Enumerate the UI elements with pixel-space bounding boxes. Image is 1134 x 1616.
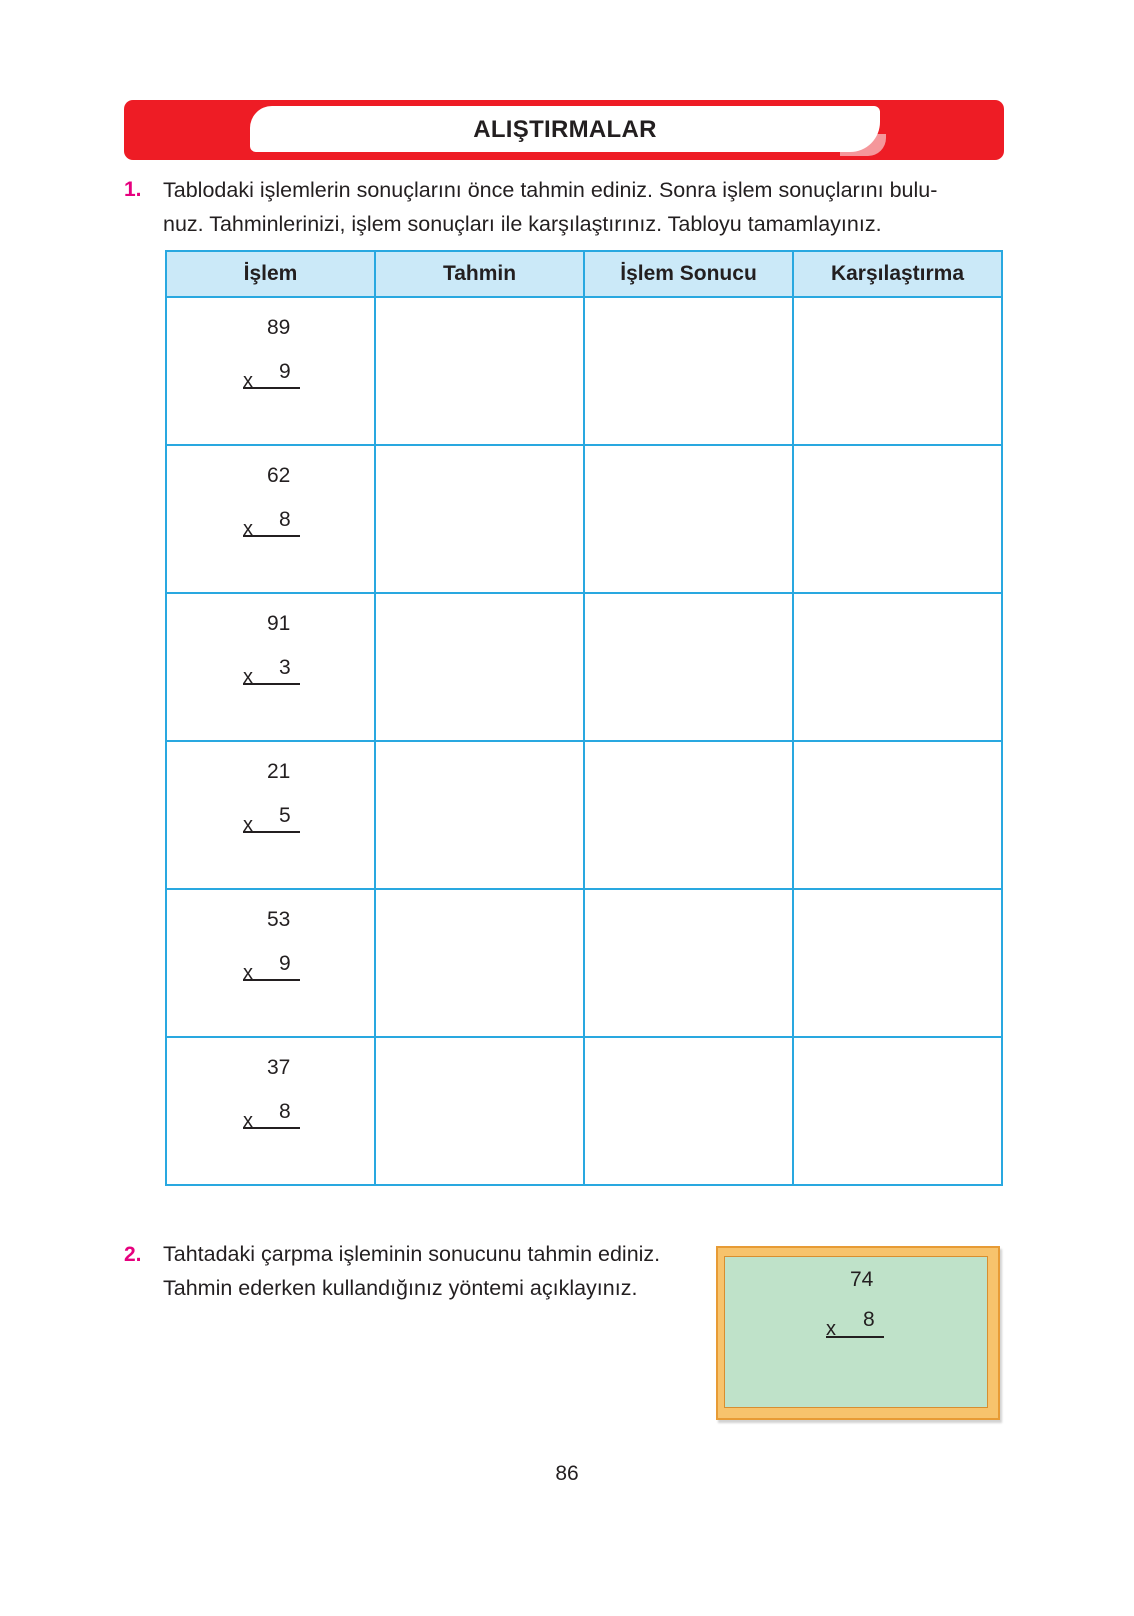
multiply-sign: x [243,666,253,688]
board-result-line [826,1336,884,1338]
operation-cell [166,445,375,593]
table-row [166,741,1002,889]
estimate-cell[interactable] [375,889,584,1037]
multiplier: 9 [279,952,291,975]
multiplicand: 89 [267,316,291,339]
multiplicand: 91 [267,612,291,635]
estimate-cell[interactable] [375,593,584,741]
result-line [243,1127,300,1129]
multiply-sign: x [243,814,253,836]
operation-cell [166,1037,375,1185]
result-line [243,831,300,833]
estimate-cell[interactable] [375,1037,584,1185]
multiply-sign: x [243,962,253,984]
result-cell[interactable] [584,741,793,889]
table-header-row [166,251,1002,297]
multiply-sign: x [243,1110,253,1132]
multiplicand: 21 [267,760,291,783]
result-cell[interactable] [584,889,793,1037]
multiplier: 5 [279,804,291,827]
header-islem-sonucu: İşlem Sonucu [584,251,793,297]
operation-cell [166,741,375,889]
operations-table [165,250,1003,1186]
comparison-cell[interactable] [793,593,1002,741]
multiplier: 8 [279,1100,291,1123]
comparison-cell[interactable] [793,889,1002,1037]
multiply-sign: x [243,370,253,392]
comparison-cell[interactable] [793,297,1002,445]
table-row [166,889,1002,1037]
board-multiplicand: 74 [850,1268,874,1291]
question-1-number: 1. [124,178,142,201]
question-2-line-2: Tahmin ederken kullandığınız yöntemi açıklayınız. [163,1276,638,1300]
operation-cell [166,593,375,741]
result-line [243,535,300,537]
table-row [166,1037,1002,1185]
estimate-cell[interactable] [375,741,584,889]
result-cell[interactable] [584,1037,793,1185]
multiplier: 3 [279,656,291,679]
multiply-sign: x [243,518,253,540]
header-karsilastirma: Karşılaştırma [793,251,1002,297]
result-line [243,979,300,981]
comparison-cell[interactable] [793,1037,1002,1185]
question-2-line-1: Tahtadaki çarpma işleminin sonucunu tahmin ediniz. [163,1242,661,1266]
question-1-line-1: Tablodaki işlemlerin sonuçlarını önce tahmin ediniz. Sonra işlem sonuçlarını bulu- [163,178,938,202]
multiplicand: 62 [267,464,291,487]
estimate-cell[interactable] [375,445,584,593]
estimate-cell[interactable] [375,297,584,445]
multiplier: 8 [279,508,291,531]
page-number: 86 [555,1462,579,1485]
board-multiply-sign: x [826,1318,836,1340]
operation-cell [166,297,375,445]
table-row [166,593,1002,741]
multiplicand: 53 [267,908,291,931]
comparison-cell[interactable] [793,741,1002,889]
operation-cell [166,889,375,1037]
multiplier: 9 [279,360,291,383]
board-multiplier: 8 [863,1308,875,1331]
comparison-cell[interactable] [793,445,1002,593]
header-islem: İşlem [166,251,375,297]
result-cell[interactable] [584,445,793,593]
result-line [243,683,300,685]
header-tahmin: Tahmin [375,251,584,297]
table-row [166,445,1002,593]
result-cell[interactable] [584,297,793,445]
table-row [166,297,1002,445]
result-line [243,387,300,389]
multiplicand: 37 [267,1056,291,1079]
result-cell[interactable] [584,593,793,741]
section-title: ALIŞTIRMALAR [473,116,657,143]
question-2-number: 2. [124,1243,142,1266]
question-1-line-2: nuz. Tahminlerinizi, işlem sonuçları ile karşılaştırınız. Tabloyu tamamlayınız. [163,212,882,236]
